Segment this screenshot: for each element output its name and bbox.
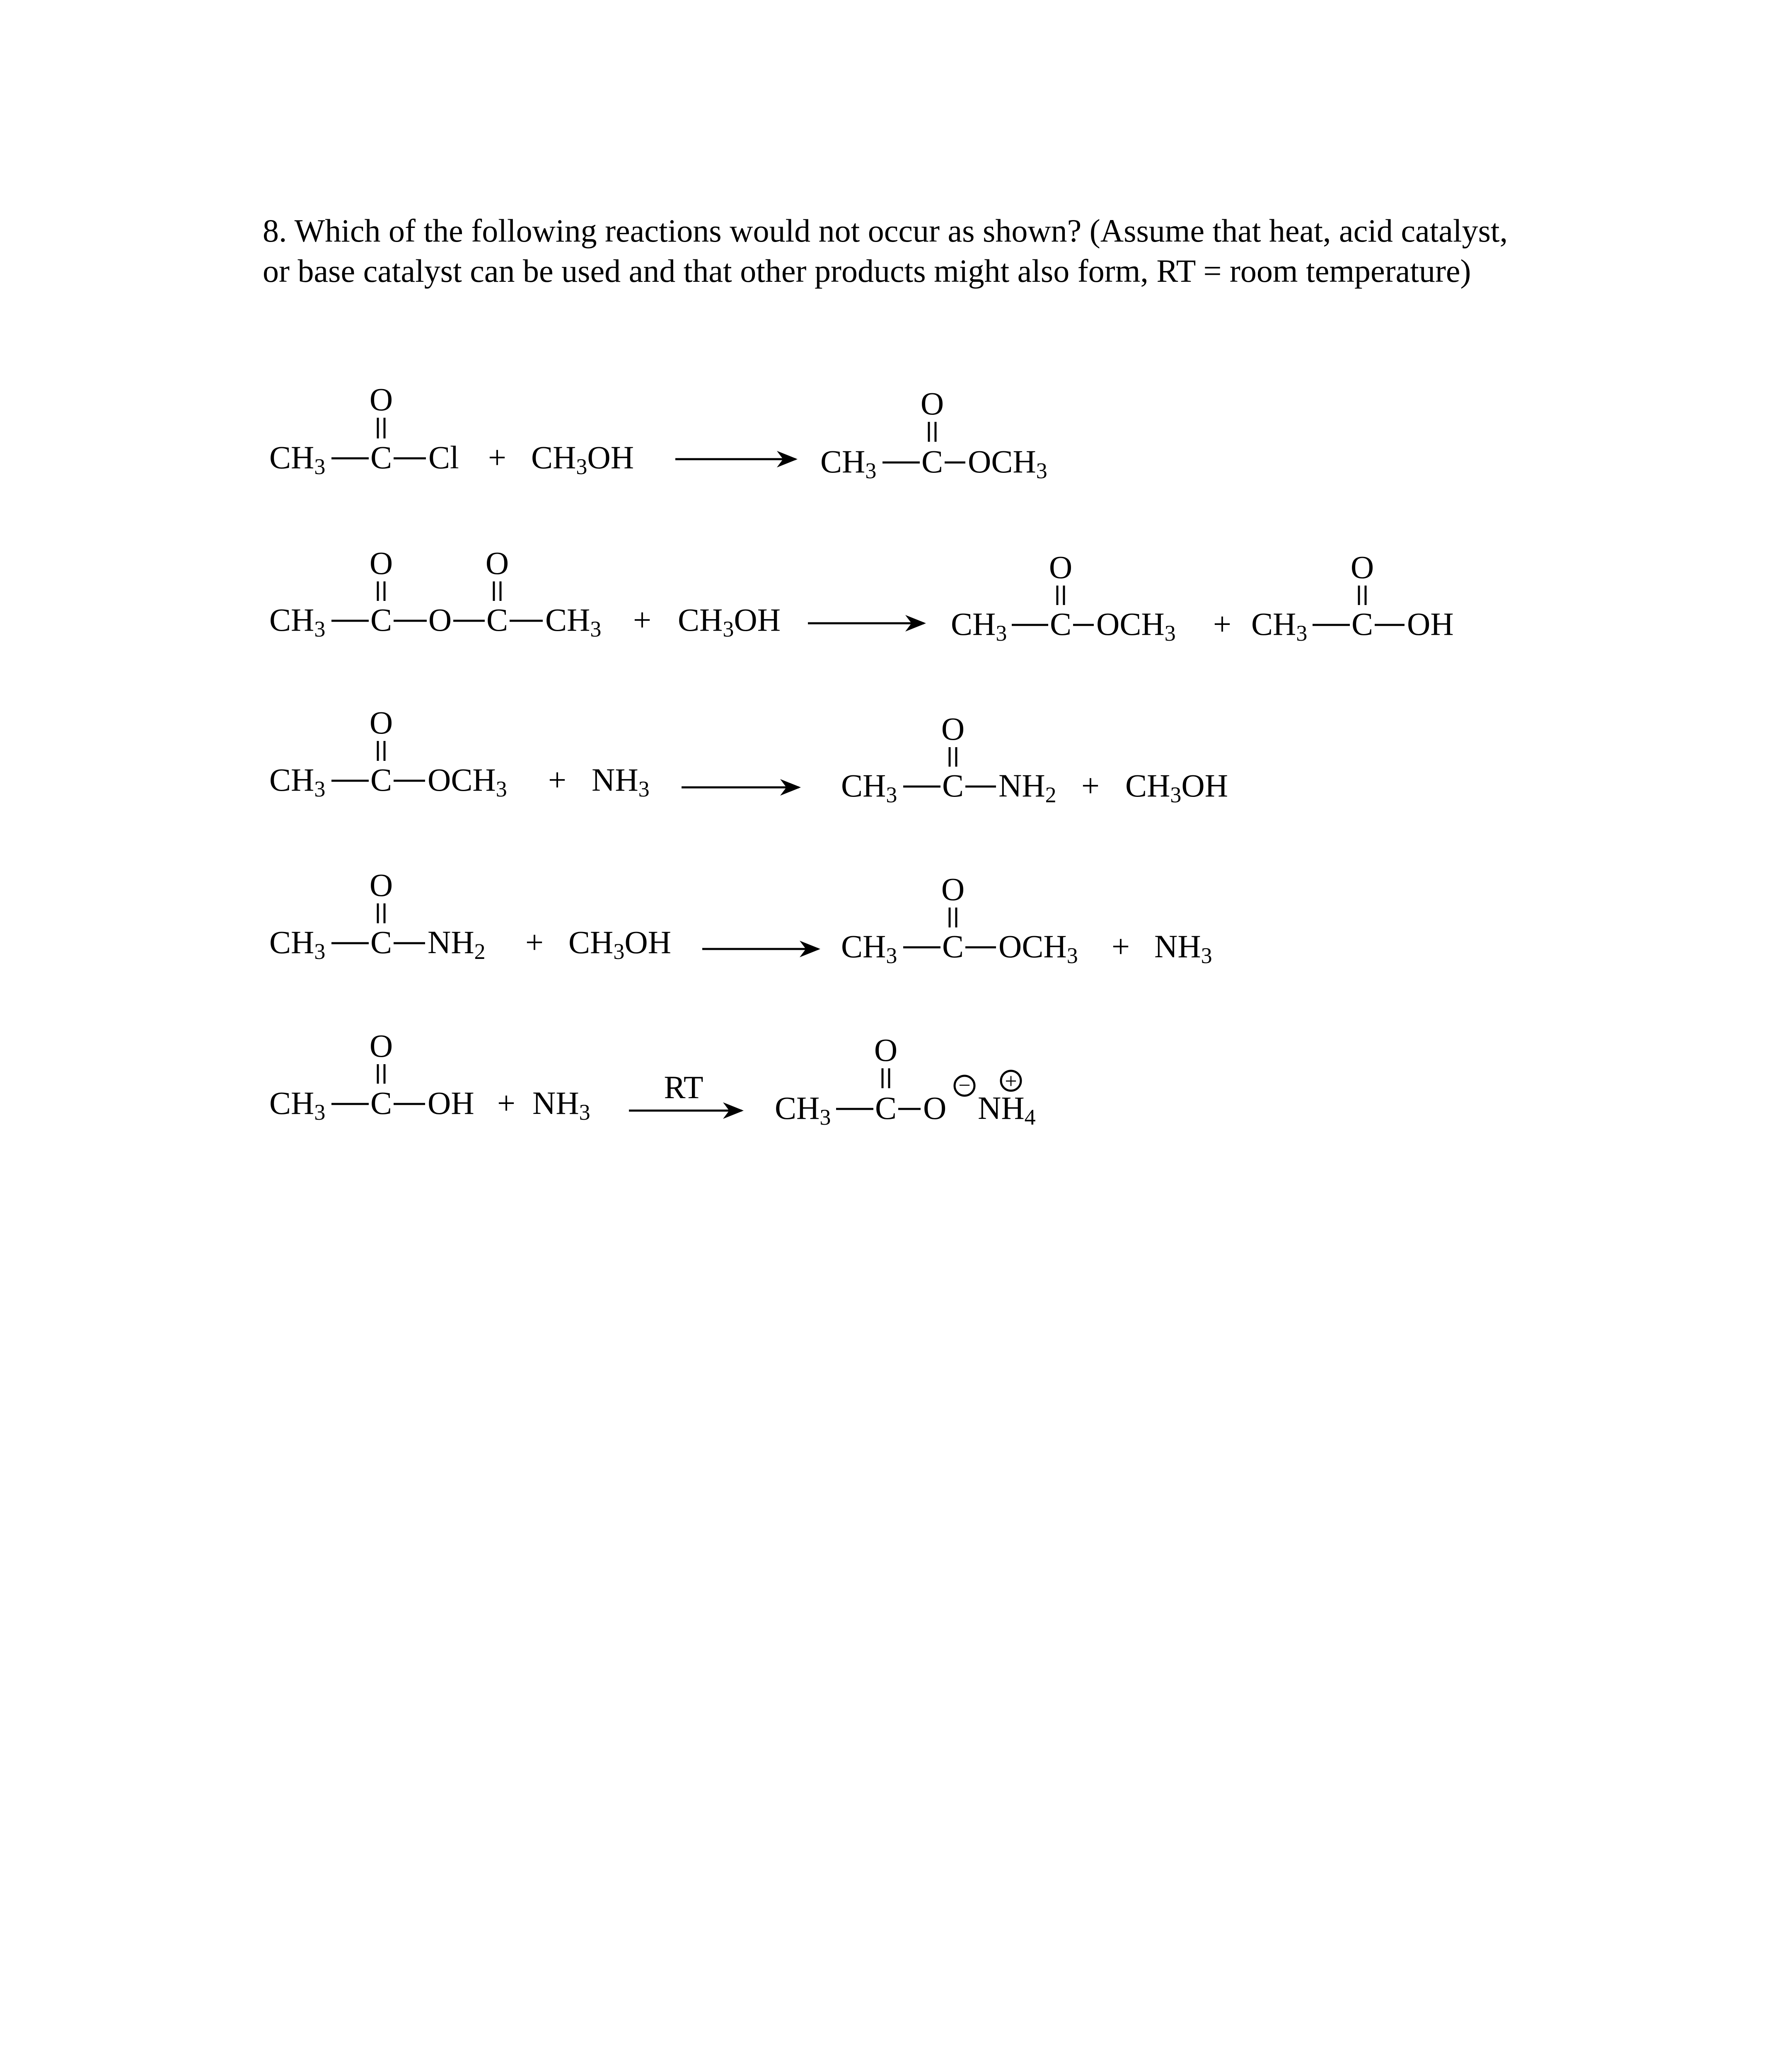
plus-sign: + (525, 924, 544, 960)
carbonyl-oxygen: O (369, 1028, 393, 1064)
carbonyl-carbon: C (921, 443, 943, 479)
question-text: 8. Which of the following reactions would not occur as shown? (Assume that heat, acid catalyst, or base catalyst can be used and that other products might also form, RT = room temperature) (263, 213, 1508, 289)
carboxylate-oxygen: O (923, 1090, 947, 1126)
co-product: NH3 (1154, 928, 1212, 968)
carbonyl-oxygen: O (874, 1032, 898, 1068)
carbonyl-carbon: C (1351, 606, 1373, 642)
reaction-2 (269, 545, 1454, 646)
carbonyl-carbon: C (370, 1085, 392, 1121)
carbonyl-oxygen: O (485, 545, 509, 581)
reagent: NH3 (532, 1085, 590, 1125)
substituent: OCH3 (428, 762, 507, 801)
reagent: CH3OH (531, 439, 634, 479)
carbonyl-oxygen: O (941, 711, 965, 747)
substituent: OCH3 (968, 443, 1047, 483)
reaction-5 (269, 1028, 1036, 1130)
positive-charge-sign: + (1005, 1070, 1017, 1093)
plus-sign: + (548, 762, 566, 798)
methyl-group: CH3 (269, 924, 326, 964)
substituent: OH (428, 1085, 474, 1121)
substituent: OH (1407, 606, 1454, 642)
carbonyl-carbon: C (942, 767, 964, 804)
methyl-group: CH3 (545, 602, 602, 641)
plus-sign: + (1213, 606, 1231, 642)
ammonium-cation: NH4 (978, 1090, 1036, 1130)
substituent: OCH3 (1096, 606, 1176, 646)
substituent: NH2 (428, 924, 486, 964)
methyl-group: CH3 (269, 762, 326, 801)
reaction-1 (269, 381, 1047, 483)
reaction-3 (269, 704, 1228, 807)
methyl-group: CH3 (841, 928, 897, 968)
carbonyl-oxygen: O (920, 385, 944, 421)
substituent: Cl (428, 439, 459, 475)
carbonyl-oxygen: O (369, 867, 393, 903)
carbonyl-oxygen: O (941, 871, 965, 907)
methyl-group: CH3 (1251, 606, 1308, 646)
plus-sign: + (488, 439, 506, 475)
methyl-group: CH3 (841, 767, 897, 807)
carbonyl-carbon: C (486, 602, 508, 638)
carbonyl-oxygen: O (369, 704, 393, 741)
carbonyl-carbon: C (875, 1090, 897, 1126)
methyl-group: CH3 (269, 1085, 326, 1125)
carbonyl-carbon: C (1049, 606, 1072, 642)
carbonyl-oxygen: O (1049, 549, 1073, 585)
substituent: OCH3 (998, 928, 1078, 968)
reagent: NH3 (592, 762, 650, 801)
carbonyl-oxygen: O (1350, 549, 1374, 585)
plus-sign: + (1081, 767, 1100, 804)
reaction-4 (269, 867, 1212, 968)
bridging-oxygen: O (428, 602, 452, 638)
methyl-group: CH3 (775, 1090, 831, 1130)
methyl-group: CH3 (269, 602, 326, 641)
plus-sign: + (633, 602, 651, 638)
negative-charge-sign: − (958, 1074, 971, 1097)
methyl-group: CH3 (820, 443, 877, 483)
methyl-group: CH3 (951, 606, 1007, 646)
carbonyl-carbon: C (370, 924, 392, 960)
reagent: CH3OH (678, 602, 781, 641)
plus-sign: + (1112, 928, 1130, 964)
carbonyl-oxygen: O (369, 545, 393, 581)
reaction-condition: RT (664, 1069, 704, 1105)
carbonyl-carbon: C (370, 439, 392, 475)
carbonyl-carbon: C (370, 762, 392, 798)
reagent: CH3OH (568, 924, 672, 964)
plus-sign: + (497, 1085, 515, 1121)
co-product: CH3OH (1125, 767, 1228, 807)
carbonyl-carbon: C (370, 602, 392, 638)
carbonyl-oxygen: O (369, 381, 393, 417)
substituent: NH2 (998, 767, 1056, 807)
methyl-group: CH3 (269, 439, 326, 479)
carbonyl-carbon: C (942, 928, 964, 964)
